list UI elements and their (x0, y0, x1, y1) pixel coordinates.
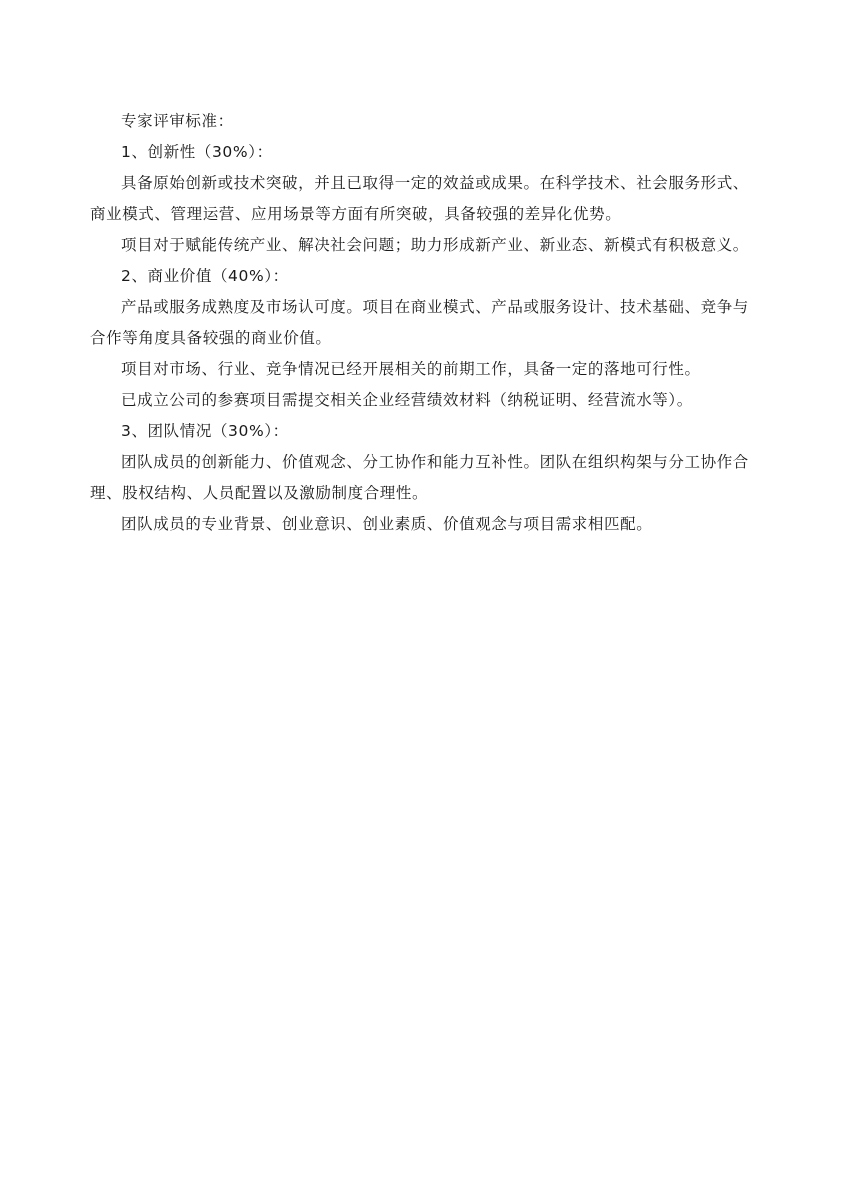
commercial-paragraph-1: 产品或服务成熟度及市场认可度。项目在商业模式、产品或服务设计、技术基础、竞争与合作等角度具备较强的商业价值。 (90, 298, 749, 347)
commercial-paragraph-2: 项目对市场、行业、竞争情况已经开展相关的前期工作，具备一定的落地可行性。 (121, 360, 701, 378)
team-paragraph-1: 团队成员的创新能力、价值观念、分工协作和能力互补性。团队在组织构架与分工协作合理、股权结构、人员配置以及激励制度合理性。 (90, 453, 749, 502)
team-paragraph-2: 团队成员的专业背景、创业意识、创业素质、价值观念与项目需求相匹配。 (121, 515, 653, 533)
innovation-paragraph-2: 项目对于赋能传统产业、解决社会问题；助力形成新产业、新业态、新模式有积极意义。 (121, 236, 749, 254)
section-heading-team: 3、团队情况（30%）： (121, 422, 289, 440)
commercial-paragraph-3: 已成立公司的参赛项目需提交相关企业经营绩效材料（纳税证明、经营流水等）。 (121, 391, 693, 409)
document-body (90, 106, 758, 540)
innovation-paragraph-1: 具备原始创新或技术突破，并且已取得一定的效益或成果。在科学技术、社会服务形式、商业模式、管理运营、应用场景等方面有所突破，具备较强的差异化优势。 (90, 174, 749, 223)
section-heading-commercial-value: 2、商业价值（40%）： (121, 267, 289, 285)
section-heading-innovation: 1、创新性（30%）： (121, 143, 273, 161)
document-title: 专家评审标准： (121, 112, 234, 130)
